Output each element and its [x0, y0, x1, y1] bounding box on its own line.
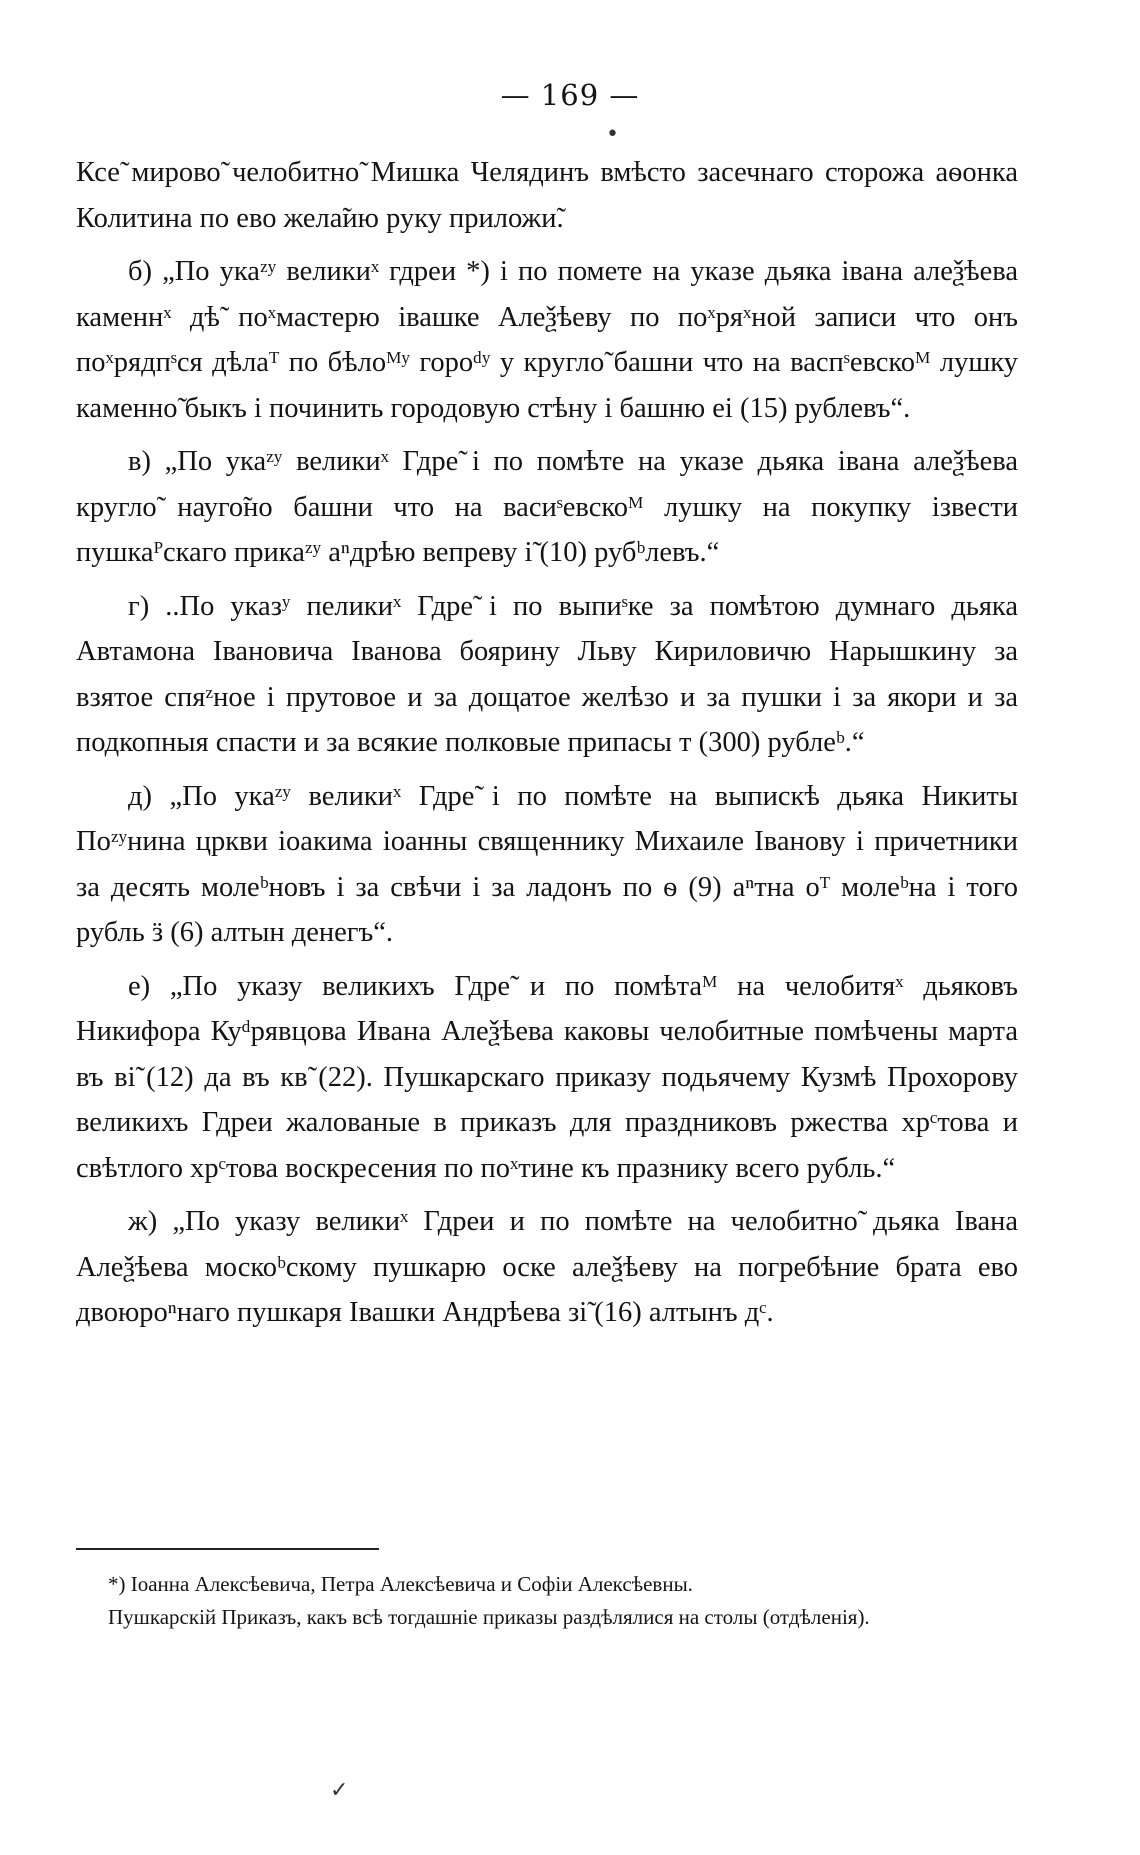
paragraph-v: в) „По укаᶻʸ великиˣ Гдре̃ і по помѣте на указе дьяка івана алеѯѣева кругло̃ науго̃но башни что на васиˢевскоᴹ лушку на покупку ізвести пушкаᴾскаго прикаᶻʸ аⁿдрѣю вепреву і̃ (10) рубᵇлевъ.“: [76, 446, 1018, 568]
paragraph-d: д) „По укаᶻʸ великиˣ Гдре̃ і по помѣте на выпискѣ дьяка Никиты Поᶻʸнина цркви іоакима іоанны священнику Михаиле Іванову і причетники за десять молеᵇновъ і за свѣчи і за ладонъ по ѳ (9) аⁿтна оᵀ молеᵇна і того рубль ӟ (6) алтын денегъ“.: [76, 780, 1018, 948]
paragraph-e: е) „По указу великихъ Гдре̃ и по помѣтаᴹ на челобитяˣ дьяковъ Никифора Куᵈрявцова Ивана Алеѯѣева каковы челобитные помѣчены марта въ ві̃ (12) да въ кв̃ (22). Пушкарскаго приказу подьячему Кузмѣ Прохорову великихъ Гдреи жалованые в приказъ для праздниковъ ржества хрᶜтова и свѣтлого хрᶜтова воскресения по поˣтине къ празнику всего рубль.“: [76, 970, 1018, 1184]
paragraph-g: г) ..По указʸ пеликиˣ Гдре̃ і по выпиˢке за помѣтою думнаго дьяка Автамона Івановича Іванова боярину Льву Кириловичю Нарышкину за взятое спяᶻное і прутовое и за дощатое желѣзо и за пушки і за якори и за подкопныя спасти и за всякие полковые припасы т (300) рублеᵇ.“: [76, 590, 1018, 758]
footnote-divider: [76, 1548, 379, 1550]
paragraph-b: б) „По укаᶻʸ великиˣ гдреи *) і по помете на указе дьяка івана алеѯѣева каменнˣ дѣ̃ поˣмастерю івашке Алеѯѣеву по поˣряˣной записи что онъ поˣрядпˢся дѣлаᵀ по бѣлоᴹʸ гороᵈʸ у кругло̃ башни что на васпˢевскоᴹ лушку каменно̃ быкъ і починить городовую стѣну і башню еі (15) рублевъ“.: [76, 256, 1018, 424]
footnotes: [76, 1568, 1018, 1634]
footnote-2: Пушкарскій Приказъ, какъ всѣ тогдашніе приказы раздѣлялися на столы (отдѣленія).: [108, 1605, 870, 1629]
main-text: [76, 150, 1018, 1344]
stray-mark-bottom: ✓: [330, 1778, 349, 1803]
footnote-1: *) Іоанна Алексѣевича, Петра Алексѣевича и Софіи Алексѣевны.: [108, 1572, 693, 1596]
paragraph-zh: ж) „По указу великиˣ Гдреи и по помѣте на челобитно̃ дьяка Івана Алеѯѣева москоᵇскому пушкарю оске алеѯѣеву на погребѣние брата ево двоюроⁿнаго пушкаря Івашки Андрѣева зі̃ (16) алтынъ дᶜ.: [76, 1206, 1018, 1328]
paragraph-intro: Ксе̃ мирово̃ челобитно̃ Мишка Челядинъ вмѣсто засечнаго сторожа аѳонка Колитина по ево жела̃ию руку приложи̃.: [76, 157, 1018, 234]
page-number: — 169 —: [500, 78, 640, 112]
stray-mark-top: •: [606, 122, 619, 147]
